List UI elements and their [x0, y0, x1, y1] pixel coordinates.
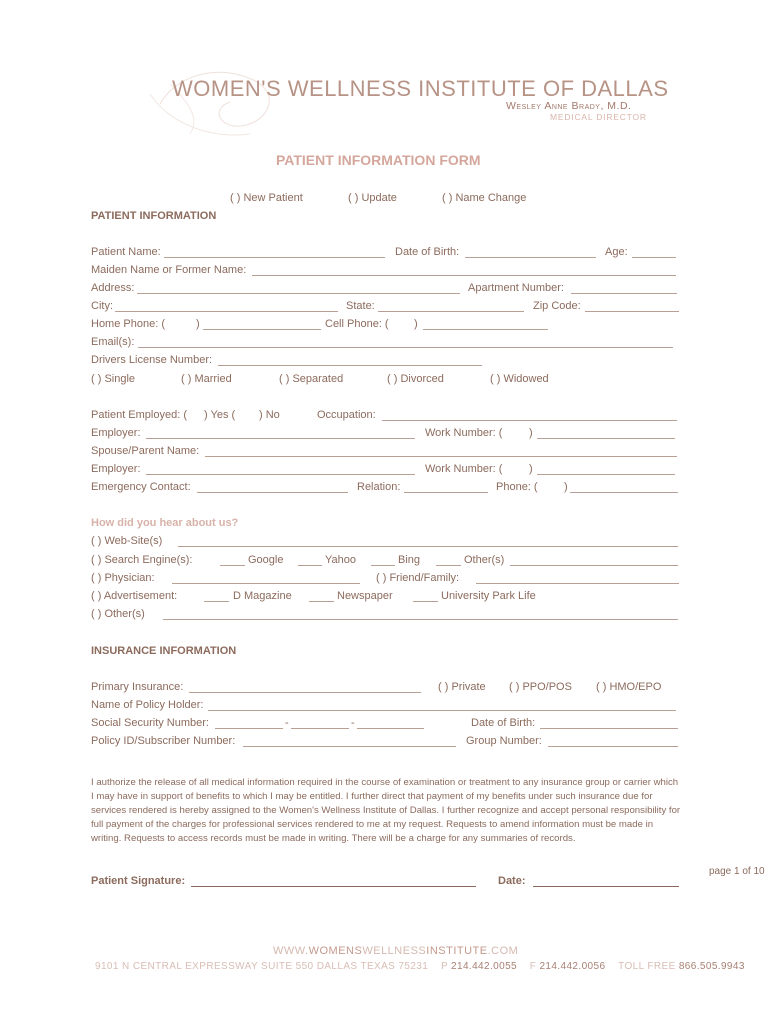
spouse-field[interactable] — [205, 456, 677, 457]
ssn-field-3[interactable] — [357, 728, 424, 729]
ssn-label: Social Security Number: — [91, 717, 209, 729]
spouse-label: Spouse/Parent Name: — [91, 445, 200, 457]
policy-id-field[interactable] — [243, 746, 456, 747]
institute-title: WOMEN'S WELLNESS INSTITUTE OF DALLAS — [172, 76, 669, 101]
search-engine-option[interactable]: ( ) Search Engine(s): — [91, 554, 193, 566]
google-label: Google — [248, 554, 284, 566]
physician-option[interactable]: ( ) Physician: — [91, 572, 155, 584]
city-field[interactable] — [115, 311, 338, 312]
update-option[interactable]: ( ) Update — [348, 192, 397, 204]
employed-no-option[interactable]: ) No — [259, 409, 280, 421]
cell-phone-paren: ) — [414, 318, 418, 330]
footer-tollfree: 866.505.9943 — [678, 961, 745, 972]
policy-holder-label: Name of Policy Holder: — [91, 699, 204, 711]
friend-family-field[interactable] — [476, 583, 679, 584]
authorization-paragraph: I authorize the release of all medical information required in the course of examination or treatment to any insurance group or carrier which I may have in support of benefits to which I may be entitled. I further direct that payment of my benefits under such insurance due for services rendered is hereby assigned to the Women's Wellness Institute of Dallas. I further recognize and accept personal responsibility for full payment of the charges for professional services rendered to me at my request. Requests to amend information must be made in writing. Requests to access records must be made in writing. There will be a charge for any summaries of records. — [91, 777, 681, 844]
relation-field[interactable] — [404, 492, 488, 493]
employed-yes-option[interactable]: ) Yes ( — [204, 409, 236, 421]
employer-field[interactable] — [146, 438, 415, 439]
spouse-work-number-label: Work Number: ( — [425, 463, 503, 475]
state-field[interactable] — [378, 311, 524, 312]
yahoo-label: Yahoo — [325, 554, 356, 566]
home-phone-label: Home Phone: ( — [91, 318, 165, 330]
signature-date-label: Date: — [498, 875, 526, 887]
medical-director: MEDICAL DIRECTOR — [550, 112, 647, 122]
ssn-dash-2: - — [351, 717, 355, 729]
website-field[interactable] — [178, 546, 678, 547]
drivers-license-label: Drivers License Number: — [91, 354, 213, 366]
upl-blank[interactable] — [413, 601, 438, 602]
emails-field[interactable] — [138, 347, 673, 348]
signature-field[interactable] — [191, 886, 476, 887]
employed-label: Patient Employed: ( — [91, 409, 187, 421]
spouse-work-number-field[interactable] — [537, 474, 675, 475]
yahoo-blank[interactable] — [298, 565, 322, 566]
ppo-option[interactable]: ( ) PPO/POS — [509, 681, 572, 693]
phone-paren: ) — [564, 481, 568, 493]
phone-label: Phone: ( — [496, 481, 538, 493]
widowed-option[interactable]: ( ) Widowed — [490, 373, 549, 385]
patient-name-label: Patient Name: — [91, 246, 161, 258]
bing-label: Bing — [398, 554, 421, 566]
url-womens: WOMENS — [308, 945, 363, 957]
fax-prefix: F — [529, 961, 537, 972]
doctor-name: Wesley Anne Brady, M.D. — [506, 100, 632, 112]
city-label: City: — [91, 300, 113, 312]
footer-phone: 214.442.0055 — [451, 961, 518, 972]
form-title: PATIENT INFORMATION FORM — [276, 152, 481, 168]
age-label: Age: — [605, 246, 628, 258]
home-phone-paren: ) — [196, 318, 200, 330]
patient-name-field[interactable] — [164, 257, 385, 258]
occupation-field[interactable] — [382, 420, 677, 421]
hear-about-heading: How did you hear about us? — [91, 517, 239, 529]
website-option[interactable]: ( ) Web-Site(s) — [91, 535, 163, 547]
work-number-field[interactable] — [537, 438, 675, 439]
work-number-paren: ) — [529, 427, 533, 439]
zip-label: Zip Code: — [533, 300, 581, 312]
emails-label: Email(s): — [91, 336, 135, 348]
emergency-label: Emergency Contact: — [91, 481, 191, 493]
apartment-label: Apartment Number: — [468, 282, 564, 294]
age-field[interactable] — [632, 257, 676, 258]
url-com: .COM — [487, 945, 519, 957]
ssn-field-1[interactable] — [215, 728, 283, 729]
newspaper-blank[interactable] — [309, 601, 334, 602]
occupation-label: Occupation: — [317, 409, 376, 421]
work-number-label: Work Number: ( — [425, 427, 503, 439]
advertisement-option[interactable]: ( ) Advertisement: — [91, 590, 178, 602]
separated-option[interactable]: ( ) Separated — [279, 373, 344, 385]
policy-holder-field[interactable] — [208, 710, 676, 711]
other-option[interactable]: ( ) Other(s) — [91, 608, 145, 620]
drivers-license-field[interactable] — [218, 365, 482, 366]
new-patient-option[interactable]: ( ) New Patient — [230, 192, 303, 204]
url-institute: INSTITUTE — [426, 945, 488, 957]
group-number-label: Group Number: — [466, 735, 542, 747]
others-field[interactable] — [510, 565, 678, 566]
spouse-employer-label: Employer: — [91, 463, 141, 475]
relation-label: Relation: — [357, 481, 401, 493]
cell-phone-label: Cell Phone: ( — [325, 318, 389, 330]
others-label: Other(s) — [464, 554, 505, 566]
insured-dob-field[interactable] — [540, 728, 678, 729]
insured-dob-label: Date of Birth: — [471, 717, 536, 729]
insurance-heading: INSURANCE INFORMATION — [91, 645, 237, 657]
dob-field[interactable] — [465, 257, 596, 258]
apartment-field[interactable] — [571, 293, 677, 294]
other-field[interactable] — [163, 619, 678, 620]
signature-date-field[interactable] — [533, 886, 679, 887]
maiden-name-label: Maiden Name or Former Name: — [91, 264, 247, 276]
group-number-field[interactable] — [548, 746, 678, 747]
dmag-blank[interactable] — [204, 601, 229, 602]
ssn-field-2[interactable] — [291, 728, 349, 729]
google-blank[interactable] — [220, 565, 245, 566]
footer-address: 9101 N CENTRAL EXPRESSWAY SUITE 550 DALLAS TEXAS 75231 — [95, 961, 429, 972]
primary-insurance-field[interactable] — [189, 692, 421, 693]
physician-field[interactable] — [172, 583, 360, 584]
dmag-label: D Magazine — [233, 590, 292, 602]
page-number: page 1 of 10 — [709, 866, 765, 877]
url-wellness: WELLNESS — [362, 945, 427, 957]
patient-info-heading: PATIENT INFORMATION — [91, 210, 217, 222]
ssn-dash-1: - — [285, 717, 289, 729]
spouse-employer-field[interactable] — [146, 474, 415, 475]
address-label: Address: — [91, 282, 135, 294]
name-change-option[interactable]: ( ) Name Change — [442, 192, 527, 204]
address-field[interactable] — [137, 293, 460, 294]
dob-label: Date of Birth: — [395, 246, 460, 258]
phone-field[interactable] — [570, 492, 678, 493]
website-url[interactable] — [273, 945, 518, 957]
upl-label: University Park Life — [441, 590, 536, 602]
others-blank[interactable] — [436, 565, 461, 566]
tollfree-prefix: TOLL FREE — [618, 961, 676, 972]
url-www: WWW. — [273, 945, 309, 957]
hmo-option[interactable]: ( ) HMO/EPO — [596, 681, 662, 693]
footer-fax: 214.442.0056 — [539, 961, 606, 972]
primary-insurance-label: Primary Insurance: — [91, 681, 184, 693]
state-label: State: — [346, 300, 375, 312]
spouse-work-number-paren: ) — [529, 463, 533, 475]
zip-field[interactable] — [585, 311, 679, 312]
footer-contact — [95, 961, 745, 972]
maiden-name-field[interactable] — [252, 275, 676, 276]
private-option[interactable]: ( ) Private — [438, 681, 486, 693]
newspaper-label: Newspaper — [337, 590, 393, 602]
employer-label: Employer: — [91, 427, 141, 439]
home-phone-field[interactable] — [203, 329, 321, 330]
bing-blank[interactable] — [371, 565, 395, 566]
divorced-option[interactable]: ( ) Divorced — [387, 373, 444, 385]
signature-label: Patient Signature: — [91, 875, 186, 887]
friend-family-option[interactable]: ( ) Friend/Family: — [376, 572, 460, 584]
single-option[interactable]: ( ) Single — [91, 373, 136, 385]
cell-phone-field[interactable] — [423, 329, 548, 330]
emergency-field[interactable] — [197, 492, 348, 493]
phone-prefix: P — [440, 961, 448, 972]
policy-id-label: Policy ID/Subscriber Number: — [91, 735, 236, 747]
married-option[interactable]: ( ) Married — [181, 373, 232, 385]
